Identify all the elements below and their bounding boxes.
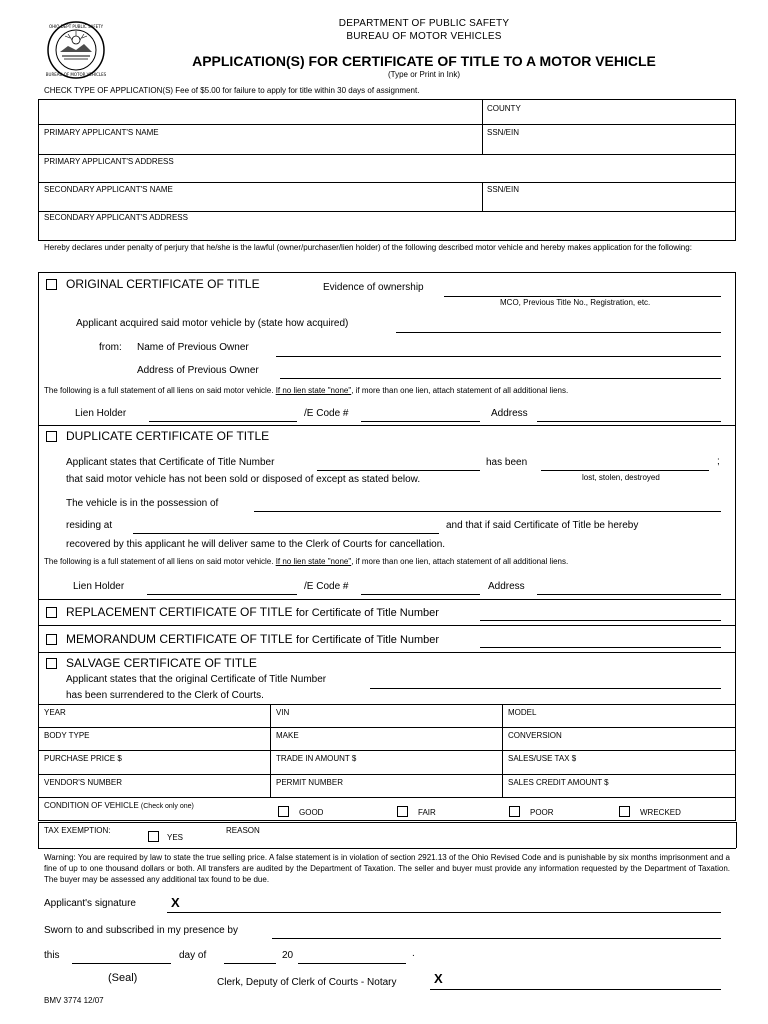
original-title-checkbox[interactable] — [46, 279, 57, 290]
memorandum-title-number-line[interactable] — [480, 647, 721, 648]
tax-exemption-label: TAX EXEMPTION: — [44, 826, 111, 835]
memorandum-title-checkbox[interactable] — [46, 634, 57, 645]
permit-number-field[interactable]: PERMIT NUMBER — [276, 778, 343, 787]
ecode-line[interactable] — [361, 421, 480, 422]
primary-ssn-field[interactable]: SSN/EIN — [487, 128, 520, 137]
sales-credit-field[interactable]: SALES CREDIT AMOUNT $ — [508, 778, 609, 787]
applicant-signature-label: Applicant's signature — [44, 898, 136, 909]
lost-hint: lost, stolen, destroyed — [582, 473, 660, 482]
replacement-title-checkbox[interactable] — [46, 607, 57, 618]
and-that-label: and that if said Certificate of Title be hereby — [446, 520, 639, 531]
has-been-label: has been — [486, 457, 528, 468]
condition-wrecked-label: WRECKED — [640, 808, 681, 817]
condition-fair-checkbox[interactable] — [397, 806, 408, 817]
replacement-title-number-line[interactable] — [480, 620, 721, 621]
this-label: this — [44, 950, 60, 961]
semicolon: ; — [717, 456, 720, 467]
lien-holder-label: Lien Holder — [75, 408, 127, 419]
salvage-line1-label: Applicant states that the original Certificate of Title Number — [66, 674, 327, 685]
svg-text:BUREAU OF MOTOR VEHICLES: BUREAU OF MOTOR VEHICLES — [46, 72, 106, 77]
clerk-signature-line[interactable] — [430, 989, 721, 990]
warning-text: Warning: You are required by law to state the true selling price. A false statement is in violation of section 2921.13 of the Ohio Revised Code and is punishable by six months imprisonment and a fine of up to one thousand dollars or both. All transfers are audited by the Department of Taxation. The seller and buyer must provide any information requested by the Department of Taxation. The buyer may be assessed any additional tax found to be due. — [44, 853, 730, 884]
salvage-title-checkbox[interactable] — [46, 658, 57, 669]
conversion-field[interactable]: CONVERSION — [508, 731, 562, 740]
evidence-label: Evidence of ownership — [323, 282, 424, 293]
month-line[interactable] — [224, 963, 276, 964]
condition-wrecked-checkbox[interactable] — [619, 806, 630, 817]
residing-line[interactable] — [133, 533, 439, 534]
vin-field[interactable]: VIN — [276, 708, 290, 717]
applicant-signature-line[interactable] — [167, 912, 721, 913]
sales-tax-field[interactable]: SALES/USE TAX $ — [508, 754, 577, 763]
evidence-line[interactable] — [444, 296, 721, 297]
duplicate-liens-statement: The following is a full statement of all liens on said motor vehicle. If no lien state "none", if more than one lien, attach statement of all additional liens. — [44, 557, 569, 566]
condition-poor-label: POOR — [530, 808, 554, 817]
secondary-address-field[interactable]: SECONDARY APPLICANT'S ADDRESS — [44, 213, 188, 222]
ecode-label: /E Code # — [304, 408, 349, 419]
acquired-label: Applicant acquired said motor vehicle by (state how acquired) — [76, 318, 349, 329]
vendor-number-field[interactable]: VENDOR'S NUMBER — [44, 778, 122, 787]
make-field[interactable]: MAKE — [276, 731, 299, 740]
clerk-signature-x: X — [434, 971, 443, 986]
duplicate-ecode-label: /E Code # — [304, 581, 349, 592]
salvage-title-number-line[interactable] — [370, 688, 721, 689]
secondary-ssn-field[interactable]: SSN/EIN — [487, 185, 520, 194]
primary-name-field[interactable]: PRIMARY APPLICANT'S NAME — [44, 128, 159, 137]
form-number: BMV 3774 12/07 — [44, 996, 104, 1005]
purchase-price-field[interactable]: PURCHASE PRICE $ — [44, 754, 122, 763]
salvage-line2-label: has been surrendered to the Clerk of Courts. — [66, 690, 264, 701]
clerk-label: Clerk, Deputy of Clerk of Courts - Notary — [217, 977, 397, 988]
possession-label: The vehicle is in the possession of — [66, 498, 219, 509]
salvage-title-label: SALVAGE CERTIFICATE OF TITLE — [66, 656, 257, 670]
condition-poor-checkbox[interactable] — [509, 806, 520, 817]
check-type-instruction: CHECK TYPE OF APPLICATION(S) Fee of $5.00 for failure to apply for title within 30 days of assignment. — [44, 86, 420, 95]
svg-text:OHIO DEPT PUBLIC SAFETY: OHIO DEPT PUBLIC SAFETY — [48, 24, 104, 29]
county-field[interactable]: COUNTY — [487, 104, 521, 113]
lien-address-line[interactable] — [537, 421, 721, 422]
year-line[interactable] — [298, 963, 406, 964]
previous-owner-address-line[interactable] — [280, 378, 721, 379]
duplicate-address-line[interactable] — [537, 594, 721, 595]
day-of-label: day of — [179, 950, 207, 961]
condition-good-checkbox[interactable] — [278, 806, 289, 817]
possession-line[interactable] — [254, 511, 721, 512]
form-title: APPLICATION(S) FOR CERTIFICATE OF TITLE TO A MOTOR VEHICLE — [192, 53, 656, 69]
duplicate-address-label: Address — [488, 581, 525, 592]
original-title-label: ORIGINAL CERTIFICATE OF TITLE — [66, 277, 260, 291]
sworn-line[interactable] — [272, 938, 721, 939]
previous-owner-address-label: Address of Previous Owner — [137, 365, 259, 376]
previous-owner-label: Name of Previous Owner — [137, 342, 249, 353]
secondary-name-field[interactable]: SECONDARY APPLICANT'S NAME — [44, 185, 173, 194]
duplicate-states-label: Applicant states that Certificate of Title Number — [66, 457, 275, 468]
lien-holder-line[interactable] — [149, 421, 297, 422]
address-label: Address — [491, 408, 528, 419]
form-subtitle: (Type or Print in Ink) — [387, 70, 461, 79]
tax-exemption-reason-label[interactable]: REASON — [226, 826, 260, 835]
applicant-signature-x: X — [171, 895, 180, 910]
trade-in-field[interactable]: TRADE IN AMOUNT $ — [276, 754, 357, 763]
tax-exemption-yes-label: YES — [167, 833, 184, 842]
declaration-text: Hereby declares under penalty of perjury that he/she is the lawful (owner/purchaser/lien holder) of the following described motor vehicle and hereby makes application for the following: — [44, 243, 692, 252]
condition-good-label: GOOD — [299, 808, 324, 817]
from-label: from: — [99, 342, 122, 353]
department-heading: DEPARTMENT OF PUBLIC SAFETY — [338, 18, 510, 29]
duplicate-title-label: DUPLICATE CERTIFICATE OF TITLE — [66, 429, 270, 443]
condition-fair-label: FAIR — [418, 808, 436, 817]
model-field[interactable]: MODEL — [508, 708, 537, 717]
has-been-line[interactable] — [541, 470, 709, 471]
residing-label: residing at — [66, 520, 113, 531]
duplicate-ecode-line[interactable] — [361, 594, 480, 595]
duplicate-lien-holder-label: Lien Holder — [73, 581, 125, 592]
duplicate-title-number-line[interactable] — [317, 470, 480, 471]
bureau-heading: BUREAU OF MOTOR VEHICLES — [346, 31, 502, 42]
condition-label: CONDITION OF VEHICLE (Check only one) — [44, 801, 194, 810]
liens-statement: The following is a full statement of all liens on said motor vehicle. If no lien state "none", if more than one lien, attach statement of all additional liens. — [44, 386, 569, 395]
body-type-field[interactable]: BODY TYPE — [44, 731, 90, 740]
recovered-label: recovered by this applicant he will deliver same to the Clerk of Courts for cancellation. — [66, 539, 446, 550]
acquired-line[interactable] — [396, 332, 721, 333]
sworn-label: Sworn to and subscribed in my presence by — [44, 925, 238, 936]
seal-label: (Seal) — [108, 972, 138, 984]
duplicate-lien-holder-line[interactable] — [147, 594, 297, 595]
duplicate-title-checkbox[interactable] — [46, 431, 57, 442]
previous-owner-line[interactable] — [276, 356, 721, 357]
year-field[interactable]: YEAR — [44, 708, 66, 717]
evidence-hint: MCO, Previous Title No., Registration, etc. — [500, 298, 651, 307]
memorandum-title-label: MEMORANDUM CERTIFICATE OF TITLE for Certificate of Title Number — [66, 632, 440, 646]
tax-exemption-yes-checkbox[interactable] — [148, 831, 159, 842]
day-line[interactable] — [72, 963, 171, 964]
primary-address-field[interactable]: PRIMARY APPLICANT'S ADDRESS — [44, 157, 174, 166]
year-prefix-label: 20 — [282, 950, 294, 961]
replacement-title-label: REPLACEMENT CERTIFICATE OF TITLE for Certificate of Title Number — [66, 605, 439, 619]
period: . — [412, 948, 415, 959]
not-sold-label: that said motor vehicle has not been sold or disposed of except as stated below. — [66, 474, 421, 485]
